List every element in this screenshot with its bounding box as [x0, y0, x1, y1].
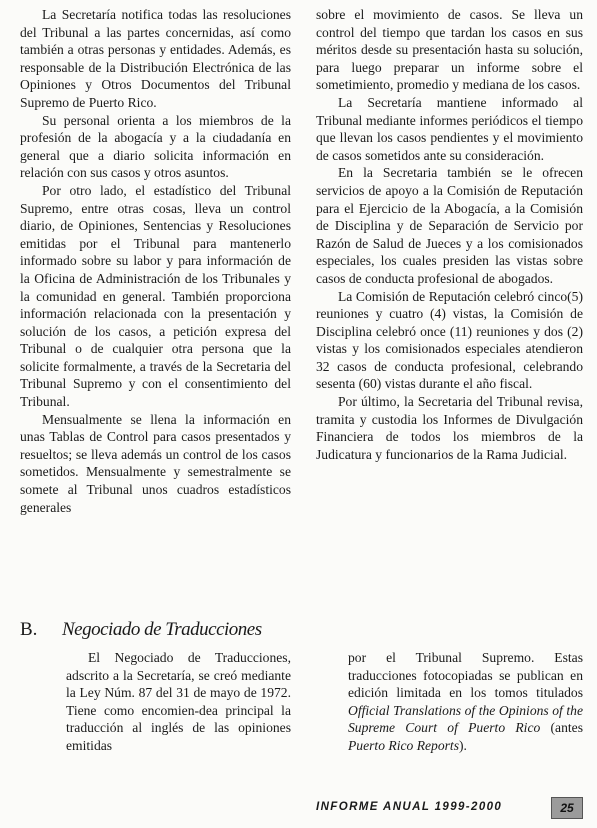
text-run: (antes: [540, 720, 583, 736]
text-run: por el Tribunal Supremo. Estas traducciones fotocopiadas se publican en edición limitada en los tomos titulados: [348, 650, 583, 701]
paragraph: Por otro lado, el estadístico del Tribunal Supremo, entre otras cosas, lleva un control diario, de Opiniones, Sentencias y Resoluciones emitidas por el Tribunal para mantenerlo informado sobre su labor y para información de la Oficina de Administración de los Tribunales y la comunidad en general. También proporciona información relacionada con la presentación y solución de los casos, a petición expresa del Tribunal o de cualquier otra persona que la solicite formalmente, a través de la Secretaria del Tribunal Supremo y con el consentimiento del Tribunal.: [20, 182, 291, 410]
text-run: ).: [459, 737, 467, 753]
page-number: 25: [551, 797, 583, 819]
section-b-right-column: [348, 649, 583, 755]
paragraph: Mensualmente se llena la información en unas Tablas de Control para casos presentados y resueltos; se lleva además un control de los casos sometidos. Mensualmente y semestralmente se somete al Tribunal unos cuadros estadísticos generales: [20, 411, 291, 515]
italic-publication-title: Puerto Rico Reports: [348, 737, 459, 753]
section-b-left-column: [66, 649, 291, 755]
report-title-footer: INFORME ANUAL 1999-2000: [316, 801, 503, 813]
paragraph: Su personal orienta a los miembros de la profesión de la abogacía y a la ciudadanía en general que a diario solicita información en relación con sus casos y otros asuntos.: [20, 112, 291, 181]
paragraph: La Comisión de Reputación celebró cinco(5) reuniones y cuatro (4) vistas, la Comisión de Disciplina celebró once (11) reuniones y dos (2) vistas y los comisionados especiales atendieron 32 casos de conducta profesional, celebrando sesenta (60) vistas durante el año fiscal.: [316, 288, 583, 392]
section-heading: [20, 618, 420, 642]
paragraph: El Negociado de Traducciones, adscrito a la Secretaría, se creó mediante la Ley Núm. 87 del 31 de mayo de 1972. Tiene como encomien-dea principal la traducción al inglés de las opiniones emitidas: [66, 650, 291, 753]
section-letter: B.: [20, 619, 38, 640]
paragraph: [348, 649, 583, 755]
paragraph: La Secretaría notifica todas las resoluciones del Tribunal a las partes concernidas, así como también a otras personas y entidades. Además, es responsable de la Distribución Electrónica de las Opiniones y Otros Documentos del Tribunal Supremo de Puerto Rico.: [20, 7, 291, 110]
paragraph: La Secretaría mantiene informado al Tribunal mediante informes periódicos el tiempo que llevan los casos pendientes y el movimiento de casos sometidos ante su consideración.: [316, 94, 583, 163]
right-text-column: [316, 6, 583, 463]
section-title: Negociado de Traducciones: [62, 619, 262, 640]
italic-publication-title: Official Translations of the Opinions of the Supreme Court of Puerto Rico: [348, 702, 583, 736]
paragraph: Por último, la Secretaria del Tribunal revisa, tramita y custodia los Informes de Divulgación Financiera de todos los miembros de la Judicatura y funcionarios de la Rama Judicial.: [316, 394, 583, 462]
paragraph: En la Secretaria también se le ofrecen servicios de apoyo a la Comisión de Reputación para el Ejercicio de la Abogacía, a la Comisión de Disciplina y de Separación de Servicio por Razón de Salud de Jueces y a los comisionados especiales, los cuales presiden las vistas sobre casos de conducta profesional de abogados.: [316, 165, 583, 286]
paragraph: sobre el movimiento de casos. Se lleva un control del tiempo que tardan los casos en sus méritos desde su presentación hasta su solución, para luego preparar un informe sobre el sometimiento, promedio y mediana de los casos.: [316, 7, 583, 93]
left-text-column: [20, 6, 291, 516]
